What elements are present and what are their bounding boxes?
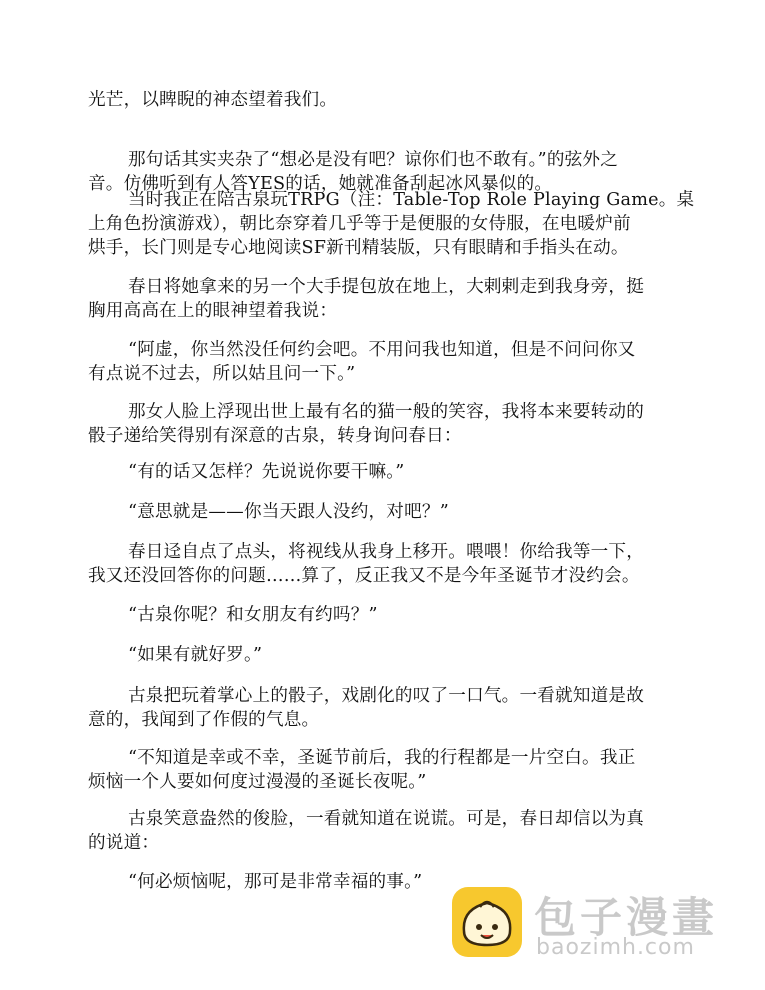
text-line: 骰子递给笑得别有深意的古泉，转身询问春日： (88, 426, 462, 446)
text-line: 音。仿佛听到有人答YES的话，她就准备刮起冰风暴似的。 (88, 174, 553, 194)
text-line: 的说道： (88, 833, 160, 853)
text-line: 胸用高高在上的眼神望着我说： (88, 301, 338, 321)
text-line: “意思就是——你当天跟人没约，对吧？” (128, 502, 449, 522)
text-line: 我又还没回答你的问题……算了，反正我又不是今年圣诞节才没约会。 (88, 566, 640, 586)
paragraph (88, 188, 695, 260)
paragraph (88, 400, 688, 448)
text-line: “阿虚，你当然没任何约会吧。不用问我也知道，但是不问问你又 (128, 340, 636, 360)
text-line: 那女人脸上浮现出世上最有名的猫一般的笑容，我将本来要转动的 (128, 402, 645, 422)
text-line: 古泉把玩着掌心上的骰子，戏剧化的叹了一口气。一看就知道是故 (128, 686, 645, 706)
text-line: “不知道是幸或不幸，圣诞节前后，我的行程都是一片空白。我正 (128, 748, 636, 768)
text-line: 上角色扮演游戏），朝比奈穿着几乎等于是便服的女侍服，在电暖炉前 (88, 214, 631, 234)
text-line: 当时我正在陪古泉玩TRPG（注：Table-Top Role Playing Game。桌 (128, 190, 695, 210)
paragraph (88, 460, 688, 484)
text-line: “何必烦恼呢，那可是非常幸福的事。” (128, 872, 423, 892)
paragraph (88, 684, 688, 732)
site-watermark (452, 883, 752, 963)
text-line: 春日迳自点了点头，将视线从我身上移开。喂喂！你给我等一下， (128, 542, 645, 562)
text-line: 有点说不过去，所以姑且问一下。” (88, 364, 356, 384)
paragraph (88, 338, 688, 386)
text-line: 春日将她拿来的另一个大手提包放在地上，大剌剌走到我身旁，挺 (128, 277, 645, 297)
text-line: “古泉你呢？和女朋友有约吗？” (128, 605, 378, 625)
text-line: “有的话又怎样？先说说你要干嘛。” (128, 462, 405, 482)
paragraph (88, 603, 688, 627)
watermark-url: baozimh.com (536, 935, 695, 960)
paragraph (88, 88, 688, 112)
text-line: 光芒，以睥睨的神态望着我们。 (88, 90, 338, 110)
paragraph (88, 500, 688, 524)
text-line: 意的，我闻到了作假的气息。 (88, 710, 320, 730)
text-line: 烦恼一个人要如何度过漫漫的圣诞长夜呢。” (88, 772, 427, 792)
text-line: 古泉笑意盎然的俊脸，一看就知道在说谎。可是，春日却信以为真 (128, 809, 645, 829)
text-line: 烘手，长门则是专心地阅读SF新刊精装版，只有眼睛和手指头在动。 (88, 238, 629, 258)
paragraph (88, 807, 688, 855)
text-line: 那句话其实夹杂了“想必是没有吧？谅你们也不敢有。”的弦外之 (128, 150, 619, 170)
watermark-title: 包子漫畫 (534, 893, 719, 942)
paragraph (88, 643, 688, 667)
paragraph (88, 540, 688, 588)
bun-mascot-icon (452, 887, 522, 957)
paragraph (88, 275, 688, 323)
text-line: “如果有就好罗。” (128, 645, 263, 665)
paragraph (88, 746, 688, 794)
